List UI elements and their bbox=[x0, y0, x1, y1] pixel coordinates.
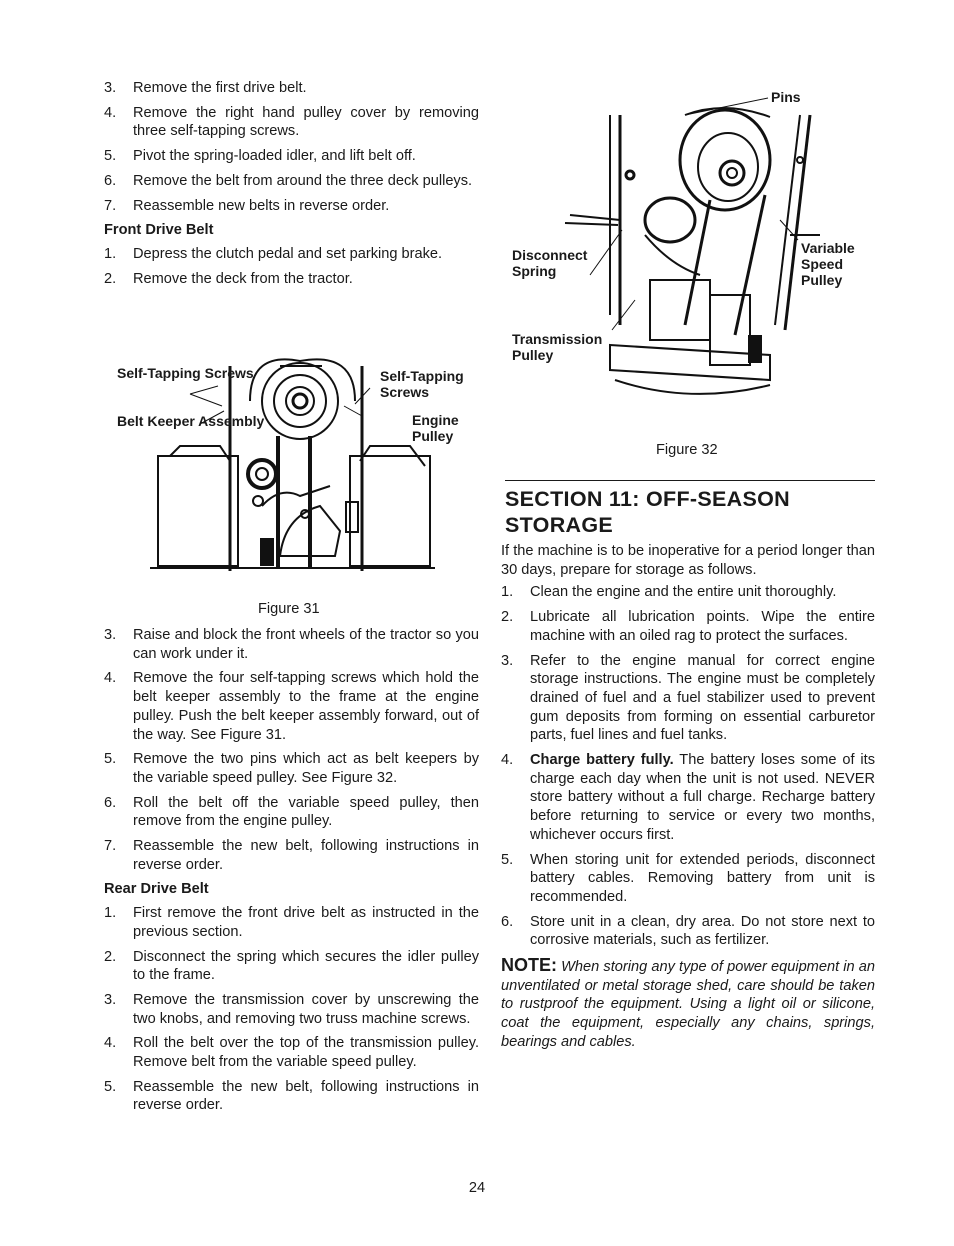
list-item: 7. Reassemble new belts in reverse order. bbox=[104, 197, 390, 214]
figure-32-leader-lines bbox=[560, 90, 820, 350]
list-item: 3. Refer to the engine manual for correct engine storage instructions. The engine must be completely drained of fuel and a fuel stabilizer used to prevent gum deposits from forming on essential carburetor parts, fuel lines and fuel tanks. bbox=[501, 652, 875, 744]
figure-31-caption: Figure 31 bbox=[258, 601, 320, 617]
figure-32-caption: Figure 32 bbox=[656, 442, 718, 458]
rear-drive-belt-heading: Rear Drive Belt bbox=[104, 881, 209, 898]
callout-disconnect-spring: Disconnect Spring bbox=[512, 247, 588, 279]
list-item: 1. First remove the front drive belt as instructed in the previous section. bbox=[104, 905, 479, 940]
list-item: 3. Remove the first drive belt. bbox=[104, 80, 307, 96]
list-item: 5. Remove the two pins which act as belt keepers by the variable speed pulley. See Figure 32. bbox=[104, 751, 479, 786]
list-item: 2. Disconnect the spring which secures the idler pulley to the frame. bbox=[104, 948, 479, 984]
section-11-intro: If the machine is to be inoperative for a period longer than 30 days, prepare for storage as follows. bbox=[501, 543, 875, 578]
list-item: 5. When storing unit for extended periods, disconnect battery cables. Removing battery from unit is recommended. bbox=[501, 851, 875, 905]
list-item: 2. Remove the deck from the tractor. bbox=[104, 270, 353, 287]
left-top-steps bbox=[104, 79, 479, 294]
callout-belt-keeper-assembly: Belt Keeper Assembly bbox=[117, 413, 265, 429]
list-item: 1. Clean the engine and the entire unit thoroughly. bbox=[501, 584, 837, 601]
list-item: 5. Pivot the spring-loaded idler, and lift belt off. bbox=[104, 148, 416, 165]
section-11-body bbox=[501, 542, 875, 1052]
callout-self-tapping-screws-right: Self-Tapping Screws bbox=[380, 368, 464, 400]
list-item: 4. Charge battery fully. The battery loses some of its charge each day when the unit is not used. NEVER store battery without a full charge. Recharge battery before returning to service or every two months, whichever occurs first. bbox=[501, 752, 875, 843]
list-item: 5. Reassemble the new belt, following instructions in reverse order. bbox=[104, 1078, 479, 1114]
list-item: 3. Raise and block the front wheels of the tractor so you can work under it. bbox=[104, 627, 479, 662]
list-item: 2. Lubricate all lubrication points. Wipe the entire machine with an oiled rag to protect the surfaces. bbox=[501, 609, 875, 644]
list-item: 6. Roll the belt off the variable speed pulley, then remove from the engine pulley. bbox=[104, 794, 479, 830]
list-item: 1. Depress the clutch pedal and set parking brake. bbox=[104, 245, 443, 262]
front-drive-belt-heading: Front Drive Belt bbox=[104, 222, 214, 239]
callout-variable-speed-pulley: Variable Speed Pulley bbox=[801, 240, 855, 288]
list-item: 3. Remove the transmission cover by unscrewing the two knobs, and removing two truss machine screws. bbox=[104, 991, 479, 1027]
front-drive-belt-continued bbox=[104, 626, 479, 1121]
section-divider bbox=[505, 480, 875, 481]
page-number: 24 bbox=[468, 1180, 486, 1196]
note-label: NOTE: bbox=[501, 955, 557, 976]
list-item: 4. Roll the belt over the top of the transmission pulley. Remove belt from the variable speed pulley. bbox=[104, 1035, 479, 1071]
figure-31-leader-lines bbox=[180, 376, 380, 446]
list-item: 6. Remove the belt from around the three deck pulleys. bbox=[104, 172, 473, 189]
callout-engine-pulley: Engine Pulley bbox=[412, 412, 459, 444]
storage-note bbox=[501, 956, 875, 1052]
callout-pins: Pins bbox=[771, 89, 801, 105]
list-item: 4. Remove the four self-tapping screws which hold the belt keeper assembly to the frame at the engine pulley. Push the belt keeper assembly forward, out of the way. See Figure 31. bbox=[104, 670, 479, 743]
note-text: When storing any type of power equipment in an unventilated or metal storage shed, care should be taken to rustproof the equipment. Using a light oil or silicone, coat the equipment, especially any chains, springs, bearings and cables. bbox=[501, 959, 876, 1050]
list-item: 7. Reassemble the new belt, following instructions in reverse order. bbox=[104, 838, 479, 873]
list-item: 6. Store unit in a clean, dry area. Do not store next to corrosive materials, such as fertilizer. bbox=[501, 913, 875, 949]
callout-self-tapping-screws-left: Self-Tapping Screws bbox=[117, 365, 254, 381]
list-item: 4. Remove the right hand pulley cover by removing three self-tapping screws. bbox=[104, 104, 479, 140]
section-11-title: SECTION 11: OFF-SEASON STORAGE bbox=[505, 487, 790, 537]
callout-transmission-pulley: Transmission Pulley bbox=[512, 331, 603, 363]
